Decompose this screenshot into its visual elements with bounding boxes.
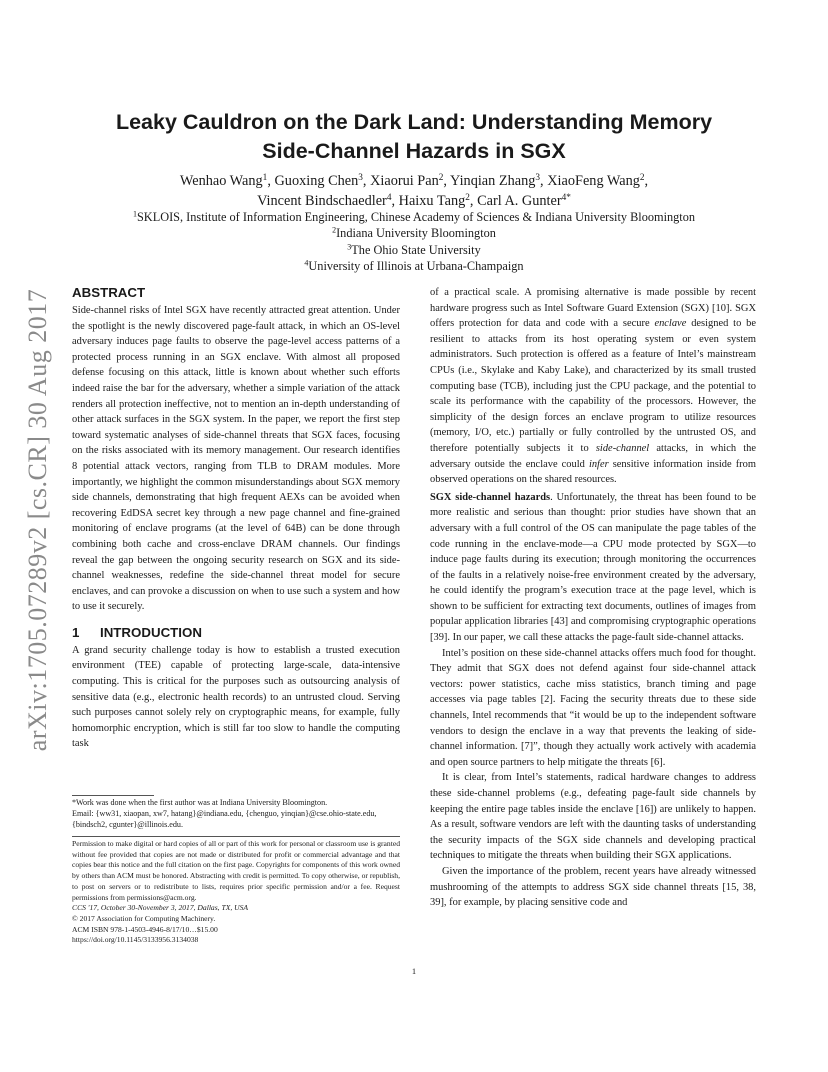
abstract-paragraph: Side-channel risks of Intel SGX have recently attracted great attention. Under the spotlight is the newly discovered page-fault attack, in which an OS-level adversary induces page faults to observe the page-level access patterns of a protected process running in an SGX enclave. With almost all proposed defense focusing on this attack, little is known about whether such efforts indeed raise the bar for the adversary, whether a simple variation of the attack renders all protection ineffective, not to mention an in-depth understanding of other attack surfaces in the SGX system. In the paper, we report the first step toward systematic analyses of side-channel threats that SGX faces, focusing on the risks associated with its memory management. Our research identifies 8 potential attack vectors, ranging from TLB to DRAM modules. More importantly, we highlight the common misunderstandings about SGX memory side channels, demonstrating that high frequent AEXs can be avoided when recovering EdDSA secret key through a new page channel and fine-grained monitoring of enclave programs (at the level of 64B) can be done through combining both cache and cross-enclave DRAM channels. Our findings reveal the gap between the ongoing security research on SGX and its side-channel weaknesses, redefine the side-channel threat model for secure enclaves, and can provoke a discussion on when to use such a system and how to use it securely.: [72, 305, 400, 613]
mitigation-attempts-paragraph: Given the importance of the problem, recent years have already witnessed mushrooming of the attempts to address SGX side channel threats [15, 38, 39], for example, by placing sensitive code and: [430, 865, 756, 909]
author-name: Guoxing Chen: [274, 173, 359, 189]
affiliation-text: Indiana University Bloomington: [336, 226, 496, 241]
title-line-1: Leaky Cauldron on the Dark Land: Understanding Memory: [115, 110, 713, 134]
emphasis-infer: infer: [588, 458, 609, 470]
author-affil-mark: 3: [358, 172, 363, 183]
author-separator: ,: [443, 173, 451, 189]
author-name: XiaoFeng Wang: [547, 173, 640, 189]
affiliation-mark: 2: [332, 226, 337, 236]
affiliation-line: [60, 242, 768, 258]
author-separator: ,: [391, 193, 399, 209]
copyright-line: © 2017 Association for Computing Machinery.: [72, 913, 216, 923]
author-affil-mark: 4: [386, 192, 392, 203]
author-name: Haixu Tang: [398, 193, 466, 209]
affiliation-mark: 1: [132, 209, 137, 219]
text-run: designed to be resilient to attacks from its host operating system or even system administrators. Such protection is offered as a feature of Intel’s mainstream CPUs (i.e., Skylake and Kaby Lake), and characterized by its small trusted computing base (TCB), including just the CPU package, and the potential to scale its performance with the capability of the processors. However, the simplicity of the design forces an enclave program to utilize resources (memory, I/O, etc.) partially or fully controlled by the untrusted OS, and therefore potentially subjects it to: [430, 318, 757, 454]
introduction-paragraph-continued: [430, 285, 756, 488]
author-line-2: [60, 191, 768, 211]
conference-line: CCS '17, October 30-November 3, 2017, Dallas, TX, USA: [72, 903, 249, 913]
author-affil-mark: 3: [535, 172, 541, 183]
footnote-divider: [72, 795, 154, 796]
author-affil-mark: 2: [438, 172, 444, 183]
page-number: 1: [411, 966, 417, 976]
right-column: [430, 285, 756, 911]
author-name: Xiaorui Pan: [370, 173, 439, 189]
arxiv-identifier-text: arXiv:1705.07289v2 [cs.CR] 30 Aug 2017: [23, 288, 53, 752]
affiliation-mark: 3: [347, 242, 352, 252]
affiliation-line: [60, 225, 768, 241]
affiliation-mark: 4: [304, 258, 309, 268]
author-affil-mark: 1: [262, 172, 268, 183]
author-separator: ,: [469, 193, 478, 209]
author-affil-mark: 2: [465, 192, 470, 203]
text-run: attacks, in which the adversary outside the enclave could: [430, 442, 756, 470]
introduction-paragraph-1: A grand security challenge today is how to establish a trusted execution environment (TEE) capable of protecting large-scale, data-intensive computing. This is critical for the purposes such as outsourcing analysis of sensitive data (e.g., electronic health records) to an untrusted cloud. Serving such purposes cannot solely rely on cryptographic means, for example, fully homomorphic encryption, which is still far too slow to handle the computing task: [72, 644, 400, 750]
abstract-heading: ABSTRACT: [72, 285, 146, 300]
isbn-line: ACM ISBN 978-1-4503-4946-8/17/10…$15.00: [72, 924, 218, 934]
emphasis-side-channel: side-channel: [595, 442, 650, 454]
doi-line: https://doi.org/10.1145/3133956.3134038: [72, 935, 199, 945]
permission-notice: Permission to make digital or hard copies of all or part of this work for personal or classroom use is granted without fee provided that copies are not made or distributed for profit or commercial advantage and that copies bear this notice and the full citation on the first page. Copyrights for components of this work owned by others than ACM must be honored. Abstracting with credit is permitted. To copy otherwise, or republish, to post on servers or to redistribute to lists, requires prior specific permission and/or a fee. Request permissions from permissions@acm.org.: [72, 839, 400, 902]
hazards-run-in-heading: SGX side-channel hazards: [430, 491, 551, 503]
section-title: INTRODUCTION: [100, 624, 202, 640]
author-name: Vincent Bindschaedler: [257, 193, 387, 209]
affiliation-text: University of Illinois at Urbana-Champaign: [308, 259, 524, 274]
text-run: sensitive information inside from observed operations on the shared resources.: [430, 458, 757, 486]
permission-block: [72, 839, 400, 946]
author-line-1: [60, 171, 768, 191]
author-affil-mark: 4*: [561, 192, 571, 203]
author-affil-mark: 2: [639, 172, 645, 183]
title-line-2: Side-Channel Hazards in SGX: [262, 139, 566, 163]
permission-divider: [72, 836, 400, 837]
author-name: Wenhao Wang: [179, 173, 263, 189]
affiliation-text: SKLOIS, Institute of Information Engineering, Chinese Academy of Sciences & Indiana University Bloomington: [136, 210, 696, 224]
arxiv-identifier-stamp: [18, 285, 58, 755]
hazards-paragraph: [430, 490, 756, 646]
introduction-heading: [72, 624, 400, 642]
section-number: 1: [72, 624, 80, 640]
emphasis-enclave: enclave: [654, 318, 687, 330]
hazards-text: . Unfortunately, the threat has been found to be more realistic and serious than thought: prior studies have shown that an adversary with a full control of the OS can manipulate the page tables of the code running in the enclave-mode—a CPU mode protected by SGX—to induce page faults during its execution; through monitoring the occurrences of the faults in a relatively noise-free environment created by the adversary, he could identify the program’s execution trace at the page level, which is shown to be sufficient for extracting text documents, outlines of images from popular application libraries [43] and compromising cryptographic operations [39]. In our paper, we call these attacks the page-fault side-channel attacks.: [430, 491, 756, 644]
affiliation-list: [60, 209, 768, 275]
intel-position-paragraph: Intel’s position on these side-channel attacks offers much food for thought. They admit that SGX does not defend against four side-channel attack vectors: power statistics, cache miss statistics, branch timing and page accesses via page tables [2]. Facing the security threats due to these side channels, Intel recommends that “it would be up to the independent software vendors to design the enclave in a way that prevents the leaking of side-channel information. [7]”, though they actually work actively with academia and open source partners to help mitigate the threats [6].: [430, 647, 756, 768]
author-name: Yinqian Zhang: [450, 173, 536, 189]
footnote-email-line: Email: {ww31, xiaopan, xw7, hatang}@indiana.edu, {chenguo, yinqian}@cse.ohio-state.edu, {bindsch2, cgunter}@illinois.edu.: [72, 809, 377, 830]
affiliation-line: [60, 258, 768, 274]
author-name: Carl A. Gunter: [477, 193, 562, 209]
hardware-changes-paragraph: It is clear, from Intel’s statements, radical hardware changes to address these side-channel problems (e.g., defeating page-fault side channels by keeping the entire page tables inside the enclave [16]) are unlikely to happen. As a result, software vendors are left with the daunting tasks of understanding the security impacts of the SGX side channels and developing practical techniques to mitigate the threats when building their SGX applications.: [430, 772, 756, 862]
author-separator: ,: [644, 173, 649, 189]
paper-title: [60, 108, 768, 166]
left-column: [72, 284, 400, 752]
text-run: of a practical scale. A promising alternative is made possible by recent hardware progress such as Intel Software Guard Extension (SGX) [10]. SGX offers protection for data and code with a secure: [430, 287, 756, 330]
author-separator: ,: [540, 173, 548, 189]
footnote-line: *Work was done when the first author was at Indiana University Bloomington.: [72, 798, 328, 807]
author-footnote: [72, 797, 400, 831]
affiliation-text: The Ohio State University: [351, 242, 481, 257]
author-separator: ,: [267, 173, 275, 189]
author-separator: ,: [362, 173, 371, 189]
author-list: [60, 171, 768, 211]
affiliation-line: [60, 209, 768, 225]
